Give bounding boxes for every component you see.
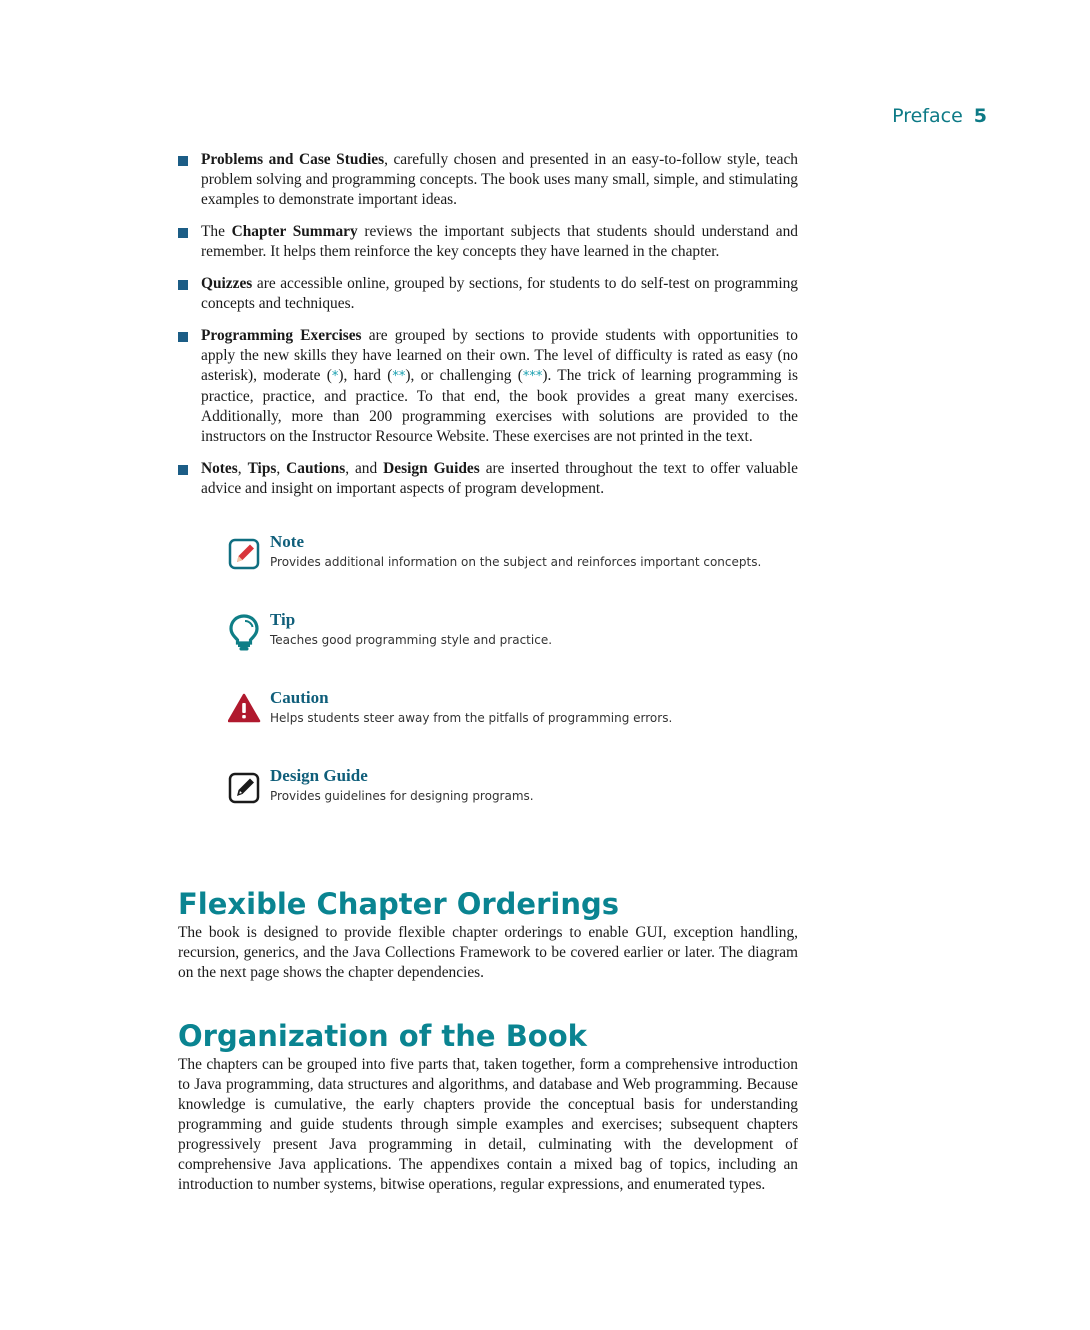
warning-triangle-icon	[228, 691, 262, 731]
tip-callout	[228, 610, 798, 691]
flexible-orderings-section	[178, 885, 798, 983]
list-item-text: ), or challenging (	[405, 367, 523, 384]
list-item	[178, 459, 798, 499]
list-item-text: are inserted throughout the text to offer valuable advice and insight on important aspects of program development.	[201, 460, 798, 497]
note-callout	[228, 532, 798, 613]
callout-legend	[228, 532, 798, 847]
page-content	[178, 150, 798, 1195]
tip-description: Teaches good programming style and practice.	[270, 633, 553, 647]
list-item-text: ,	[237, 460, 248, 477]
caution-callout	[228, 688, 798, 769]
caution-title: Caution	[270, 688, 329, 707]
caution-description: Helps students steer away from the pitfalls of programming errors.	[270, 711, 673, 725]
difficulty-asterisk: *	[331, 369, 339, 384]
list-item-text: are accessible online, grouped by sections, for students to do self-test on programming concepts and techniques.	[201, 275, 798, 312]
note-description: Provides additional information on the subject and reinforces important concepts.	[270, 555, 762, 569]
design-guide-title: Design Guide	[270, 766, 368, 785]
design-guide-callout	[228, 766, 798, 847]
list-item-text: The	[201, 223, 232, 240]
pencil-note-icon	[228, 535, 262, 575]
list-item-text: are grouped by sections to provide students with opportunities to apply the new skills they have learned on their own. The level of difficulty is rated as easy (no asterisk), moderate (	[201, 327, 798, 384]
bold-term: Tips	[247, 460, 277, 477]
pencil-design-icon	[228, 769, 262, 809]
note-title: Note	[270, 532, 304, 551]
bold-term: Chapter Summary	[231, 223, 358, 240]
running-head-title: Preface	[892, 105, 963, 127]
bold-term: Cautions	[286, 460, 346, 477]
list-item	[178, 222, 798, 262]
difficulty-asterisk: ***	[522, 369, 543, 384]
design-guide-description: Provides guidelines for designing programs.	[270, 789, 534, 803]
lightbulb-icon	[228, 613, 262, 653]
tip-title: Tip	[270, 610, 296, 629]
list-item	[178, 326, 798, 447]
organization-section	[178, 1017, 798, 1195]
list-item-text: , and	[345, 460, 384, 477]
section-body: The chapters can be grouped into five parts that, taken together, form a comprehensive introduction to Java programming, data structures and algorithms, and database and Web programming. Because knowledge is cumulative, the early chapters provide the conceptual basis for understanding programming and guide students through simple examples and exercises; subsequent chapters progressively present Java programming in detail, culminating with the development of comprehensive Java applications. The appendixes contain a mixed bag of topics, including an introduction to number systems, bitwise operations, regular expressions, and enumerated types.	[178, 1056, 798, 1193]
list-item-text: ,	[276, 460, 287, 477]
list-item-text: reviews the important subjects that students should understand and remember. It helps them reinforce the key concepts they have learned in the chapter.	[201, 223, 798, 260]
bold-term: Problems and Case Studies	[201, 151, 385, 168]
feature-list	[178, 150, 798, 499]
list-item-text: ), hard (	[338, 367, 393, 384]
list-item-text: ). The trick of learning programming is practice, practice, and practice. To that end, the book provides a great many exercises. Additionally, more than 200 programming exercises with solutions are provided to the instructors on the Instructor Resource Website. These exercises are not printed in the text.	[201, 367, 799, 445]
running-head	[892, 105, 987, 127]
bold-term: Design Guides	[383, 460, 480, 477]
section-heading: Flexible Chapter Orderings	[178, 887, 620, 921]
bold-term: Notes	[201, 460, 238, 477]
list-item	[178, 274, 798, 314]
section-heading: Organization of the Book	[178, 1019, 587, 1053]
bold-term: Quizzes	[201, 275, 253, 292]
list-item-text: , carefully chosen and presented in an easy-to-follow style, teach problem solving and programming concepts. The book uses many small, simple, and stimulating examples to demonstrate important ideas.	[201, 151, 798, 208]
bold-term: Programming Exercises	[201, 327, 362, 344]
difficulty-asterisk: **	[392, 369, 406, 384]
page-number: 5	[973, 105, 987, 127]
section-body: The book is designed to provide flexible chapter orderings to enable GUI, exception handling, recursion, generics, and the Java Collections Framework to be covered earlier or later. The diagram on the next page shows the chapter dependencies.	[178, 924, 798, 981]
list-item	[178, 150, 798, 210]
